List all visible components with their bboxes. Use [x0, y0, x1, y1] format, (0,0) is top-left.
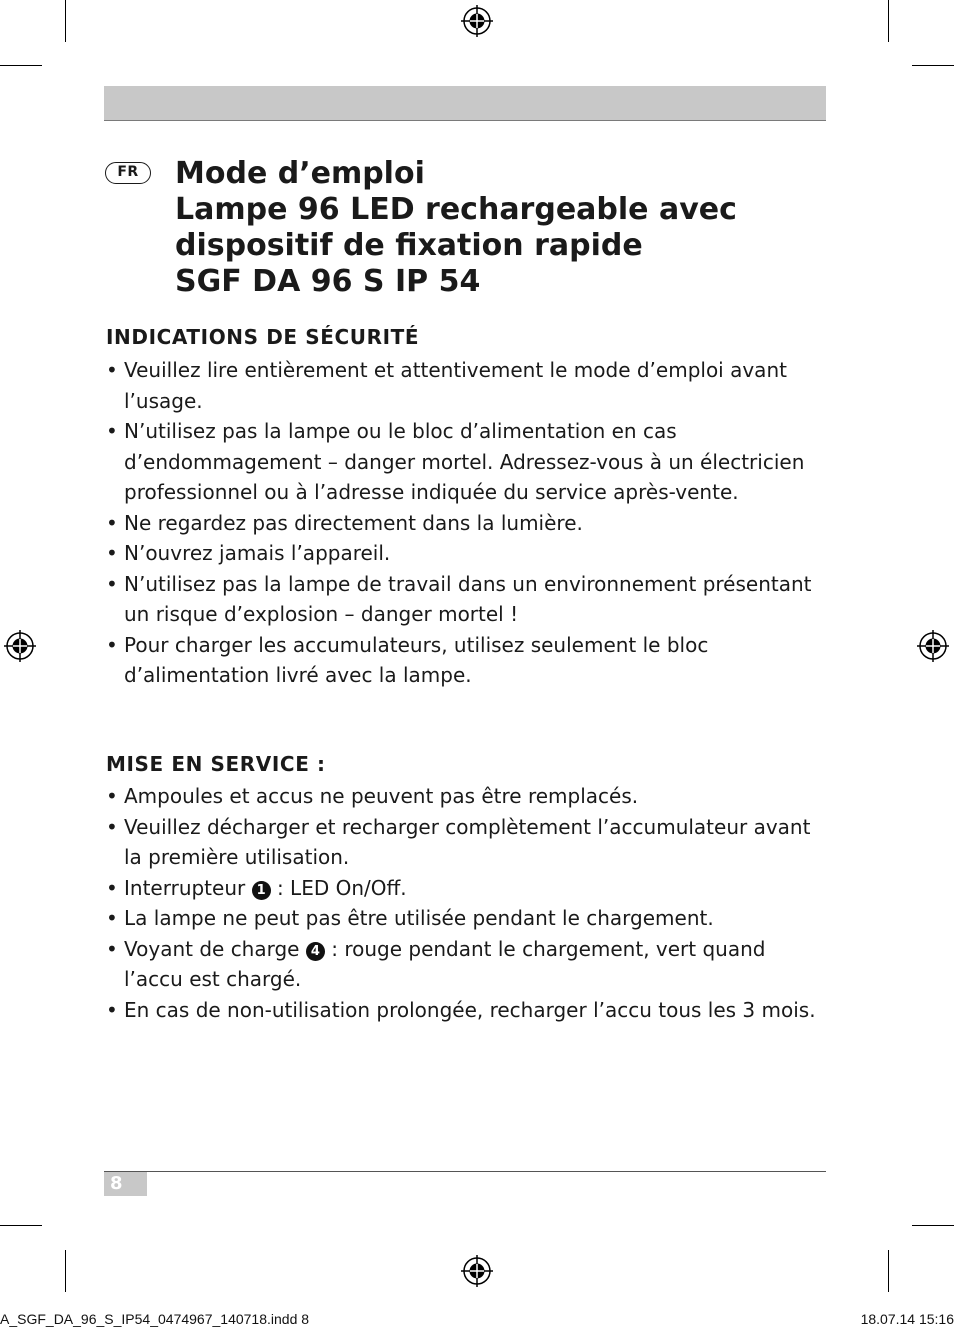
- registration-mark-icon: [3, 629, 37, 663]
- footer-rule: [104, 1171, 826, 1172]
- crop-mark: [912, 65, 954, 66]
- list-item: • N’ouvrez jamais l’appareil.: [106, 538, 821, 569]
- list-item: [106, 934, 821, 995]
- list-item: [106, 873, 821, 904]
- list-item: • Veuillez lire entièrement et attentivement le mode d’emploi avant l’usage.: [106, 355, 821, 416]
- print-slug-file: A_SGF_DA_96_S_IP54_0474967_140718.indd 8: [0, 1311, 310, 1327]
- crop-mark: [888, 0, 889, 42]
- registration-mark-icon: [916, 629, 950, 663]
- list-item: • Veuillez décharger et recharger complètement l’accumulateur avant la première utilisation.: [106, 812, 821, 873]
- indicator-number-marker: 4: [306, 942, 325, 961]
- item-text: : rouge pendant le chargement, vert quand l’accu est chargé.: [124, 936, 766, 991]
- registration-mark-icon: [460, 4, 494, 38]
- registration-mark-icon: [460, 1254, 494, 1288]
- crop-mark: [65, 0, 66, 42]
- crop-mark: [888, 1250, 889, 1292]
- list-item: • En cas de non-utilisation prolongée, recharger l’accu tous les 3 mois.: [106, 995, 821, 1026]
- crop-mark: [65, 1250, 66, 1292]
- service-list: [106, 781, 821, 1025]
- crop-mark: [0, 1225, 42, 1226]
- list-item: • N’utilisez pas la lampe de travail dans un environnement présentant un risque d’explosion – danger mortel !: [106, 569, 821, 630]
- item-text: : LED On/Off.: [276, 875, 407, 900]
- list-item: • Pour charger les accumulateurs, utilisez seulement le bloc d’alimentation livré avec la lampe.: [106, 630, 821, 691]
- crop-mark: [0, 65, 42, 66]
- list-item: • N’utilisez pas la lampe ou le bloc d’alimentation en cas d’endommagement – danger mortel. Adressez-vous à un électricien professionnel ou à l’adresse indiquée du service après-vente.: [106, 416, 821, 508]
- list-item: • Ne regardez pas directement dans la lumière.: [106, 508, 821, 539]
- title-line: SGF DA 96 S IP 54: [175, 264, 481, 299]
- page-number: 8: [104, 1172, 147, 1196]
- print-slug-date: 18.07.14 15:16: [860, 1311, 954, 1327]
- switch-number-marker: 1: [252, 881, 271, 900]
- list-item: • Ampoules et accus ne peuvent pas être remplacés.: [106, 781, 821, 812]
- page-title: [175, 156, 825, 300]
- item-text: Voyant de charge: [124, 936, 300, 961]
- language-badge: FR: [105, 162, 151, 184]
- safety-list: [106, 355, 821, 691]
- header-bar: [104, 86, 826, 121]
- title-line: dispositif de fixation rapide: [175, 228, 643, 263]
- service-heading: MISE EN SERVICE :: [106, 752, 326, 776]
- crop-mark: [912, 1225, 954, 1226]
- title-line: Mode d’emploi: [175, 156, 425, 191]
- list-item: • La lampe ne peut pas être utilisée pendant le chargement.: [106, 903, 821, 934]
- safety-heading: INDICATIONS DE SÉCURITÉ: [106, 325, 420, 349]
- item-text: Interrupteur: [124, 875, 246, 900]
- title-line: Lampe 96 LED rechargeable avec: [175, 192, 737, 227]
